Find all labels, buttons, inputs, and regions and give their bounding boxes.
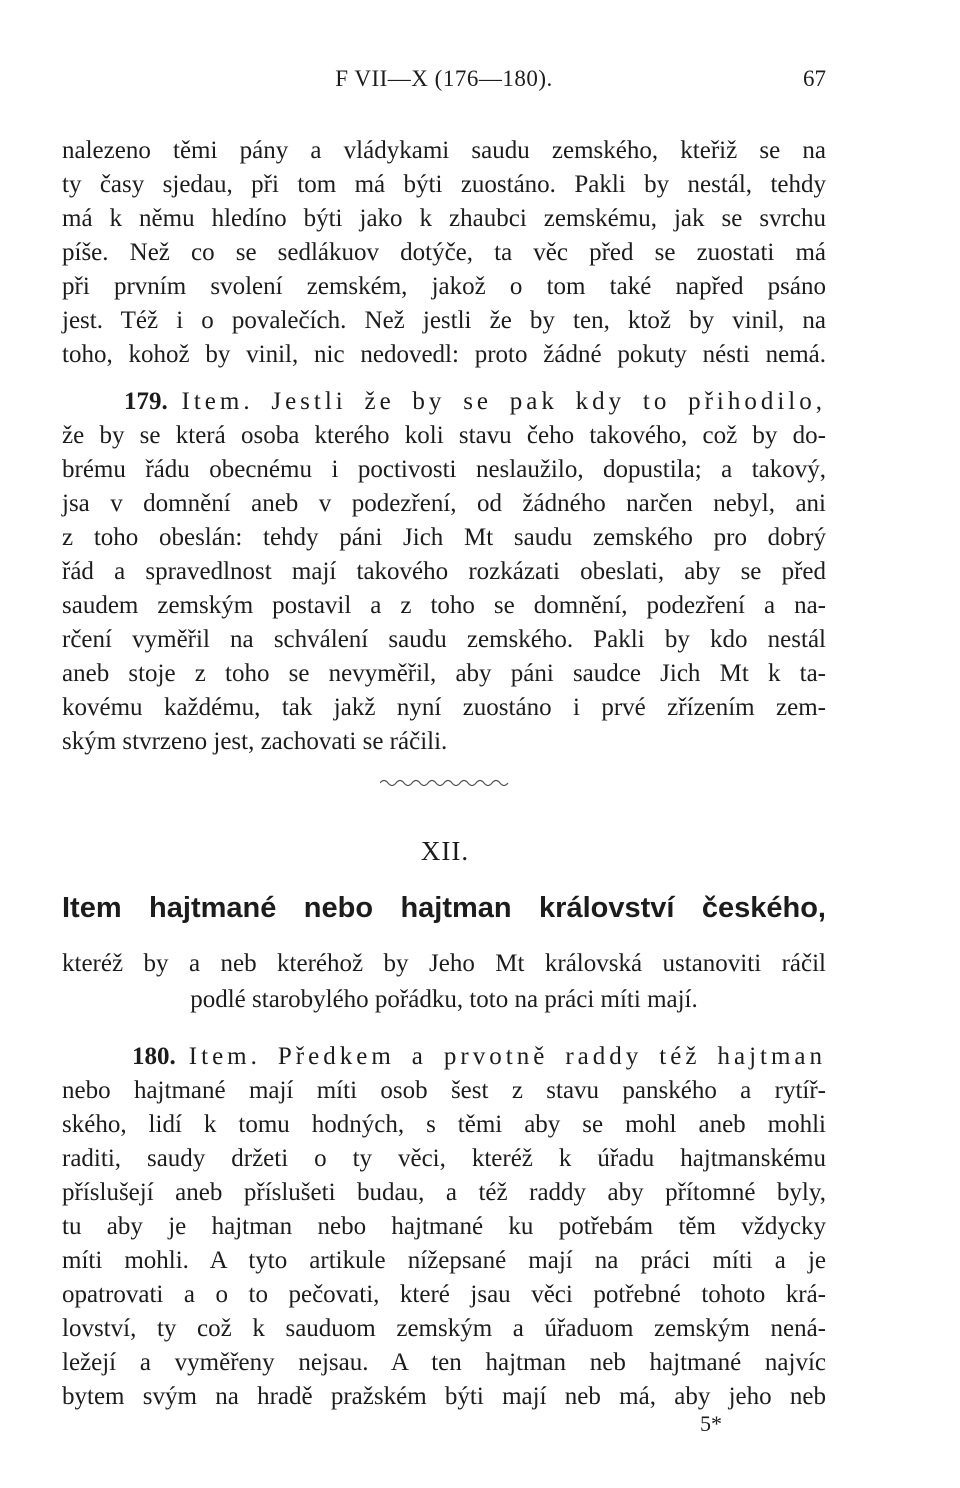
text-line: že by se která osoba kterého koli stavu čeho takového, což by do- [62, 422, 826, 449]
text-line: z toho obeslán: tehdy páni Jich Mt saudu zemského pro dobrý [62, 524, 826, 551]
paragraph-number: 179. [124, 388, 168, 415]
text-line: ležejí a vyměřeny nejsau. A ten hajtman neb hajtmané najvíc [62, 1349, 826, 1376]
text-line: bytem svým na hradě pražském býti mají neb má, aby jeho neb [62, 1383, 826, 1410]
text-line: saudem zemským postavil a z toho se domnění, podezření a na- [62, 592, 826, 619]
text-line: při prvním svolení zemském, jakož o tom také napřed psáno [62, 273, 826, 300]
text-line: rčení vyměřil na schválení saudu zemského. Pakli by kdo nestál [62, 626, 826, 653]
text-line: ským stvrzeno jest, zachovati se ráčili. [62, 728, 448, 755]
text-line: opatrovati a o to pečovati, které jsau věci potřebné tohoto krá- [62, 1281, 826, 1308]
text-line: řád a spravedlnost mají takového rozkázati obeslati, aby se před [62, 558, 826, 585]
running-head [62, 66, 826, 102]
paragraph-179 [62, 385, 826, 759]
text-line: nalezeno těmi pány a vládykami saudu zemského, kteřiž se na [62, 137, 826, 164]
paragraph-lead: Item. Jestli že by se pak kdy to přihodilo, [181, 388, 826, 415]
text-line: ského, lidí k tomu hodných, s těmi aby se mohl aneb mohli [62, 1111, 826, 1138]
text-line: lovství, ty což k sauduom zemským a úřaduom zemským nená- [62, 1315, 826, 1342]
text-line: toho, kohož by vinil, nic nedovedl: proto žádné pokuty nésti nemá. [62, 341, 826, 368]
paragraph-lead: Item. Předkem a prvotně raddy též hajtman [188, 1043, 827, 1070]
section-heading: Item hajtmané nebo hajtman království českého, [62, 892, 826, 924]
text-line: má k němu hledíno býti jako k zhaubci zemskému, jak se svrchu [62, 205, 826, 232]
text-line: jsa v domnění aneb v podezření, od žádného narčen nebyl, ani [62, 490, 826, 517]
ornament-divider [380, 776, 510, 790]
paragraph-lead-line [62, 385, 826, 419]
text-line: kovému každému, tak jakž nyní zuostáno i prvé zřízením zem- [62, 694, 826, 721]
text-line: ty časy sjedau, při tom má býti zuostáno. Pakli by nestál, tehdy [62, 171, 826, 198]
text-line: raditi, saudy držeti o ty věci, kteréž k úřadu hajtmanskému [62, 1145, 826, 1172]
paragraph-lead-line [62, 1040, 826, 1074]
text-line: nebo hajtmané mají míti osob šest z stavu panského a rytíř- [62, 1077, 826, 1104]
paragraph-180 [62, 1040, 826, 1414]
text-line: brému řádu obecnému i poctivosti neslaužilo, dopustila; a takový, [62, 456, 826, 483]
section-subheading [62, 946, 826, 1018]
signature-mark: 5* [700, 1411, 722, 1436]
section-number: XII. [420, 836, 470, 866]
text-line: jest. Též i o povalečích. Než jestli že by ten, ktož by vinil, na [62, 307, 826, 334]
paragraph-continued [62, 134, 826, 372]
text-line: aneb stoje z toho se nevyměřil, aby páni saudce Jich Mt k ta- [62, 660, 826, 687]
text-line: příslušejí aneb příslušeti budau, a též raddy aby přítomné byly, [62, 1179, 826, 1206]
subheading-line: podlé starobylého pořádku, toto na práci míti mají. [190, 986, 698, 1013]
text-line: míti mohli. A tyto artikule nížepsané mají na práci míti a je [62, 1247, 826, 1274]
text-line: píše. Než co se sedlákuov dotýče, ta věc před se zuostati má [62, 239, 826, 266]
page-number: 67 [803, 66, 826, 91]
paragraph-number: 180. [132, 1043, 176, 1070]
text-line: tu aby je hajtman nebo hajtmané ku potřebám těm vždycky [62, 1213, 826, 1240]
running-title: F VII—X (176—180). [335, 66, 553, 91]
subheading-line: kteréž by a neb kteréhož by Jeho Mt královská ustanoviti ráčil [62, 950, 826, 977]
